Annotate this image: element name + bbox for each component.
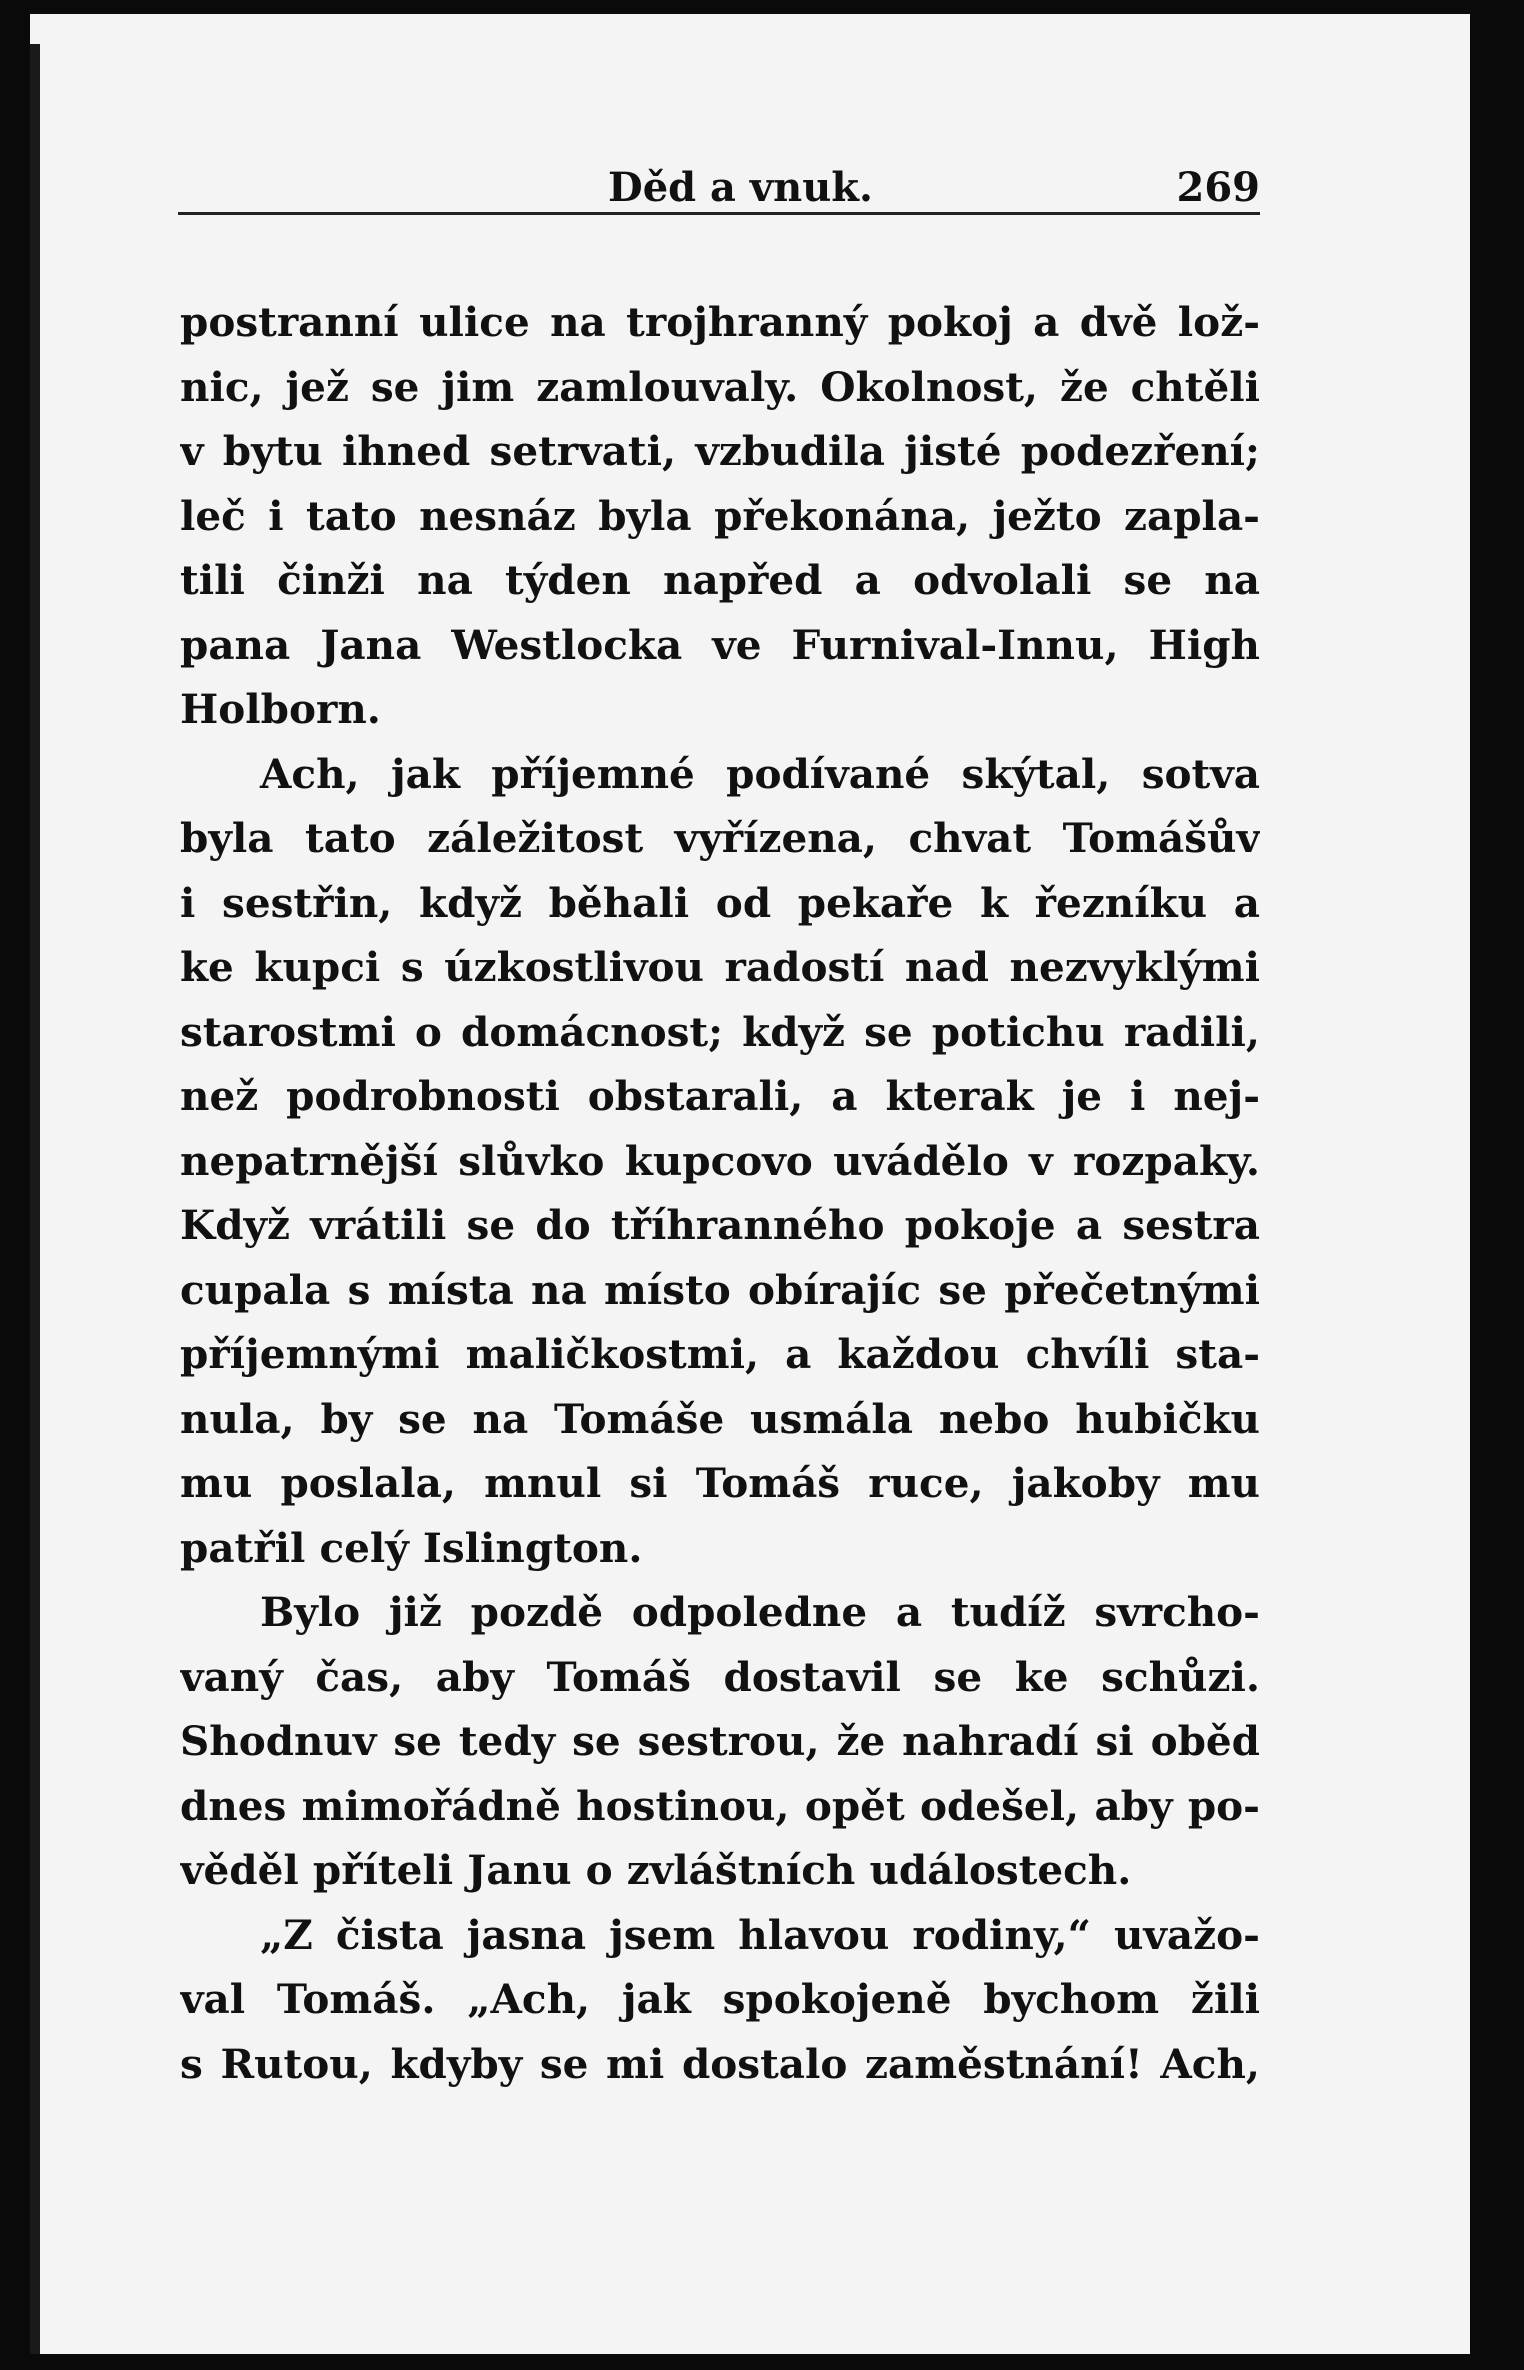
text-line: s Rutou, kdyby se mi dostalo zaměstnání! Ach, [180,2039,1260,2088]
text-line: „Z čista jasna jsem hlavou rodiny,“ uvažo- [260,1910,1260,1959]
text-line: nic, jež se jim zamlouvaly. Okolnost, že chtěli [180,362,1260,411]
text-line: leč i tato nesnáz byla překonána, ježto zapla- [180,491,1260,540]
text-line: starostmi o domácnost; když se potichu radili, [180,1007,1260,1056]
text-line: nepatrnější slůvko kupcovo uvádělo v rozpaky. [180,1136,1260,1185]
text-line: v bytu ihned setrvati, vzbudila jisté podezření; [180,427,1260,475]
header-rule [178,212,1260,215]
text-line: patřil celý Islington. [180,1523,643,1572]
book-spine-edge [30,44,40,2354]
text-line: než podrobnosti obstarali, a kterak je i nej- [180,1072,1260,1120]
text-line: Bylo již pozdě odpoledne a tudíž svrcho- [260,1588,1260,1636]
text-line: věděl příteli Janu o zvláštních událostech. [180,1846,1132,1894]
text-line: dnes mimořádně hostinou, opět odešel, aby po- [180,1781,1260,1830]
text-line: Ach, jak příjemné podívané skýtal, sotva [260,749,1260,798]
text-line: mu poslala, mnul si Tomáš ruce, jakoby mu [180,1459,1260,1507]
text-line: postranní ulice na trojhranný pokoj a dvě lož- [180,298,1260,346]
running-title: Děd a vnuk. [608,164,873,211]
text-line: cupala s místa na místo obírajíc se přečetnými [180,1265,1260,1314]
text-line: tili činži na týden napřed a odvolali se na [180,556,1260,604]
body-text [180,290,1260,2096]
text-line: val Tomáš. „Ach, jak spokojeně bychom žili [180,1975,1260,2023]
text-line: nula, by se na Tomáše usmála nebo hubičku [180,1394,1260,1443]
page-number: 269 [1176,164,1260,211]
text-line: příjemnými maličkostmi, a každou chvíli sta- [180,1330,1260,1378]
text-line: vaný čas, aby Tomáš dostavil se ke schůzi. [180,1652,1260,1701]
text-line: Shodnuv se tedy se sestrou, že nahradí si oběd [180,1717,1260,1765]
text-line: Když vrátili se do tříhranného pokoje a sestra [180,1201,1260,1249]
text-line: Holborn. [180,685,381,733]
text-line: ke kupci s úzkostlivou radostí nad nezvyklými [180,943,1260,991]
text-line: pana Jana Westlocka ve Furnival-Innu, High [180,620,1260,669]
text-line: byla tato záležitost vyřízena, chvat Tomášův [180,814,1260,862]
page-header [178,158,1260,218]
text-line: i sestřin, když běhali od pekaře k řezníku a [180,878,1260,927]
